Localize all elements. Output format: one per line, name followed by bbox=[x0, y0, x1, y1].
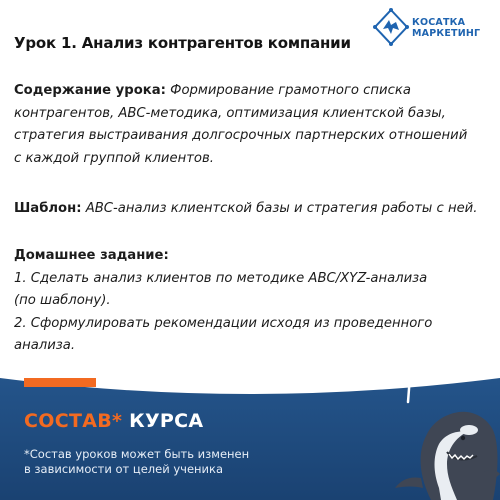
homework-line bbox=[14, 290, 494, 313]
lesson-content-text: Формирование грамотного списка bbox=[170, 83, 411, 98]
template-label: Шаблон: bbox=[14, 201, 82, 216]
template-section bbox=[14, 198, 494, 221]
lesson-content-text: контрагентов, АВС-методика, оптимизация клиентской базы, bbox=[14, 105, 446, 121]
homework-line bbox=[14, 313, 494, 336]
lesson-content-section bbox=[14, 80, 494, 170]
footnote bbox=[24, 447, 324, 477]
orca-mascot-icon bbox=[375, 368, 500, 500]
accent-bar bbox=[24, 378, 96, 387]
footnote-line: в зависимости от целей ученика bbox=[24, 462, 224, 476]
lesson-content-text: с каждой группой клиентов. bbox=[14, 150, 214, 166]
course-title-rest: КУРСА bbox=[129, 410, 204, 432]
homework-text: 1. Сделать анализ клиентов по методике АВС/XYZ-анализа bbox=[14, 270, 428, 286]
template-line bbox=[14, 198, 494, 221]
lesson-content-line bbox=[14, 125, 494, 148]
course-composition-title bbox=[24, 410, 203, 432]
lesson-content-line bbox=[14, 148, 494, 171]
homework-label-line bbox=[14, 245, 494, 268]
course-title-accent: СОСТАВ* bbox=[24, 410, 123, 432]
lesson-content-line bbox=[14, 80, 494, 103]
brand-name-line1: КОСАТКА bbox=[412, 17, 466, 28]
brand-name bbox=[412, 17, 480, 39]
homework-line bbox=[14, 335, 494, 358]
lesson-content-line bbox=[14, 103, 494, 126]
lesson-content-label: Содержание урока: bbox=[14, 83, 166, 98]
page-title: Урок 1. Анализ контрагентов компании bbox=[14, 34, 351, 52]
homework-line bbox=[14, 268, 494, 291]
brand-logo bbox=[372, 8, 496, 46]
lesson-content-text: стратегия выстраивания долгосрочных партнерских отношений bbox=[14, 128, 468, 143]
homework-label: Домашнее задание: bbox=[14, 248, 169, 263]
homework-text: 2. Сформулировать рекомендации исходя из проведенного bbox=[14, 315, 433, 331]
brand-name-line2: МАРКЕТИНГ bbox=[412, 28, 481, 39]
homework-text: (по шаблону). bbox=[14, 293, 111, 308]
orca-diamond-logo-icon bbox=[372, 8, 410, 46]
homework-text: анализа. bbox=[14, 338, 76, 353]
template-text: АВС-анализ клиентской базы и стратегия работы с ней. bbox=[85, 201, 478, 216]
homework-section bbox=[14, 245, 494, 358]
footnote-line: *Состав уроков может быть изменен bbox=[24, 447, 250, 461]
